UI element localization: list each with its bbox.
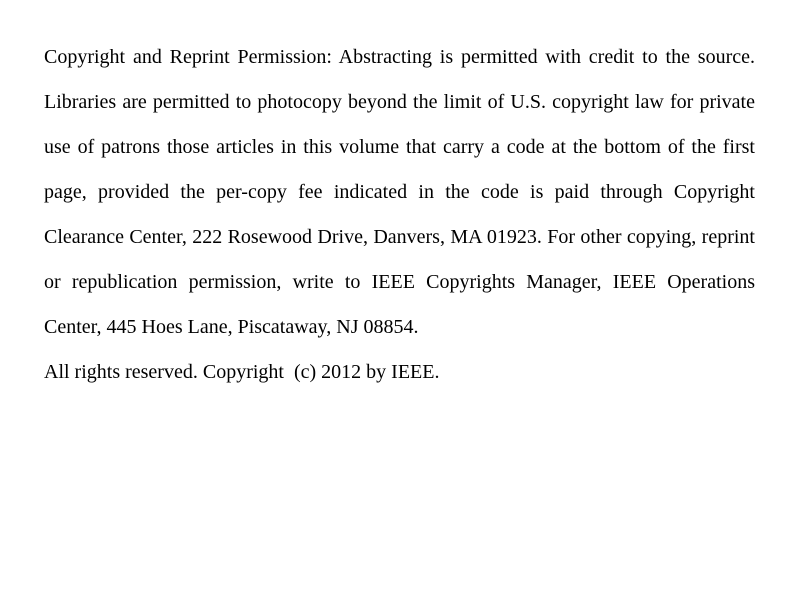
copyright-notice [44, 35, 755, 395]
rights-reserved-line: All rights reserved. Copyright (c) 2012 by IEEE. [44, 361, 440, 383]
reprint-permission-paragraph: Copyright and Reprint Permission: Abstracting is permitted with credit to the source. Libraries are permitted to photocopy beyond the limit of U.S. copyright law for private use of patrons those articles in this volume that carry a code at the bottom of the first page, provided the per-copy fee indicated in the code is paid through Copyright Clearance Center, 222 Rosewood Drive, Danvers, MA 01923. For other copying, reprint or republication permission, write to IEEE Copyrights Manager, IEEE Operations Center, 445 Hoes Lane, Piscataway, NJ 08854. [44, 46, 755, 338]
